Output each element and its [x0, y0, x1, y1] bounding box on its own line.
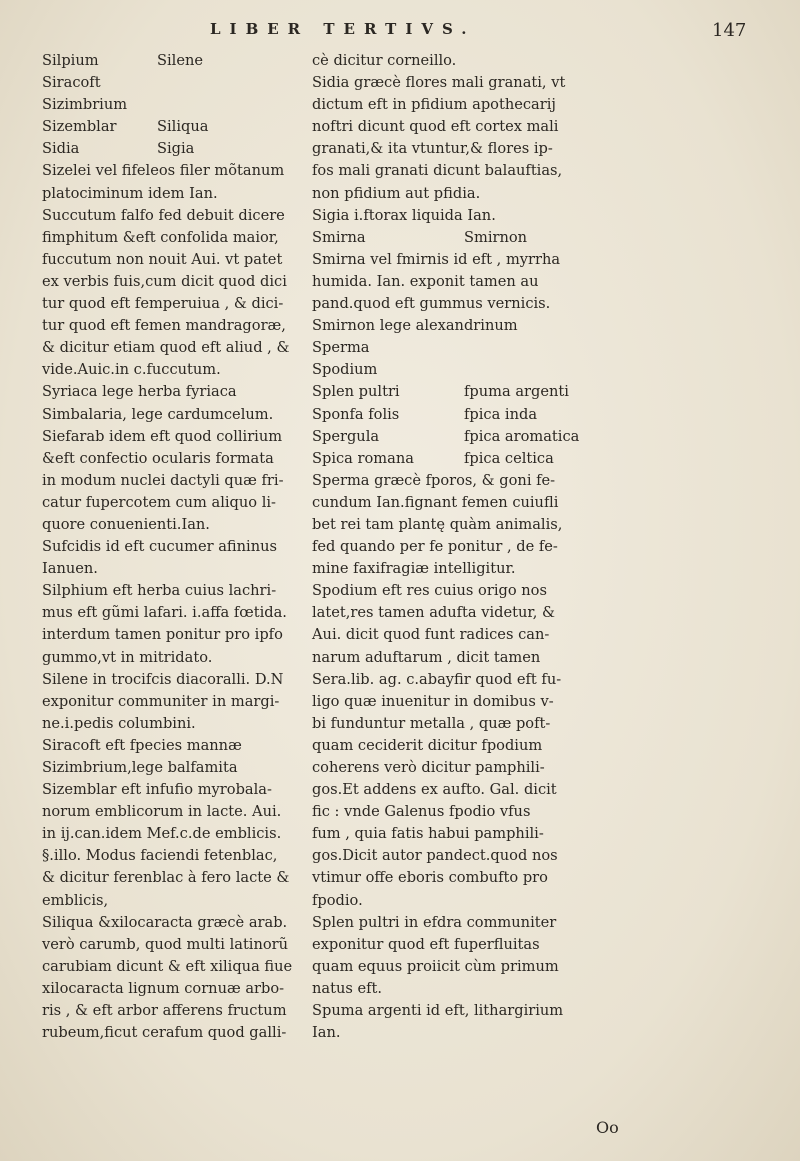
text-line: emblicis,: [42, 891, 109, 909]
text-line: fimphitum &eft confolida maior,: [42, 228, 279, 246]
term-pair-line: [312, 227, 628, 249]
term-left: Sizemblar: [42, 118, 117, 136]
text-line: natus eft.: [312, 979, 383, 997]
text-line: ex verbis fuis,cum dicit quod dici: [42, 272, 287, 290]
text-line: fum , quia fatis habui pamphili-: [312, 825, 544, 843]
text-line: noftri dicunt quod eft cortex mali: [312, 118, 559, 136]
text-line: Silphium eft herba cuius lachri-: [42, 582, 277, 600]
text-line: coherens verò dicitur pamphili-: [312, 759, 545, 776]
term-left: Spica romana: [312, 449, 414, 467]
text-line: gos.Dicit autor pandect.quod nos: [312, 847, 558, 865]
text-line: Siracoft: [42, 74, 101, 92]
term-left: Sponfa folis: [312, 405, 400, 423]
text-line: cundum Ian.fignant femen cuiufli: [312, 493, 559, 511]
text-line: Sperma: [312, 339, 370, 357]
text-line: fpodio.: [312, 891, 363, 909]
text-line: cè dicitur corneillo.: [312, 52, 457, 69]
text-line: Spuma argenti id eft, lithargirium: [312, 1002, 564, 1020]
text-line: non pfidium aut pfidia.: [312, 184, 481, 202]
term-right: fpica inda: [464, 405, 538, 423]
text-line: in ij.can.idem Mef.c.de emblicis.: [42, 825, 282, 843]
text-line: Sperma græcè fporos, & goni fe-: [312, 471, 556, 489]
text-line: Sizimbrium: [42, 96, 128, 114]
text-line: Simbalaria, lege cardumcelum.: [42, 405, 274, 423]
text-line: §.illo. Modus faciendi fetenblac,: [42, 847, 278, 865]
text-line: tur quod eft femen mandragoræ,: [42, 317, 286, 335]
text-line: interdum tamen ponitur pro ipfo: [42, 626, 283, 644]
term-right: fpica celtica: [464, 449, 554, 467]
text-line: gummo,vt in mitridato.: [42, 648, 213, 666]
text-line: mus eft gũmi lafari. i.affa fœtida.: [42, 604, 287, 622]
text-line: xilocaracta lignum cornuæ arbo-: [42, 979, 285, 997]
text-line: & dicitur etiam quod eft aliud , &: [42, 339, 290, 357]
term-right: fpuma argenti: [464, 383, 569, 401]
text-line: &eft confectio ocularis formata: [42, 449, 274, 467]
term-pair-line: [312, 448, 628, 470]
text-line: gos.Et addens ex aufto. Gal. dicit: [312, 781, 557, 799]
text-line: bet rei tam plantę quàm animalis,: [312, 515, 563, 533]
text-line: vide.Auic.in c.fuccutum.: [42, 361, 221, 379]
signature-mark: Oo: [596, 1118, 619, 1137]
text-line: rubeum,ficut cerafum quod galli-: [42, 1024, 287, 1042]
text-line: Siefarab idem eft quod collirium: [42, 427, 283, 445]
text-line: Siracoft eft fpecies mannæ: [42, 736, 242, 754]
text-line: mine faxifragiæ intelligitur.: [312, 560, 516, 578]
text-line: verò carumb, quod multi latinorũ: [42, 935, 289, 953]
text-line: fed quando per fe ponitur , de fe-: [312, 538, 558, 556]
text-line: carubiam dicunt & eft xiliqua fiue: [42, 957, 293, 975]
text-line: Sizelei vel fifeleos filer mõtanum: [42, 162, 285, 180]
text-line: Sera.lib. ag. c.abayfir quod eft fu-: [312, 670, 562, 688]
term-pair-line: [42, 116, 322, 138]
text-line: quam equus proiicit cùm primum: [312, 957, 559, 975]
text-line: Succutum falfo fed debuit dicere: [42, 206, 285, 224]
term-pair-line: [42, 50, 322, 72]
text-line: Spodium eft res cuius origo nos: [312, 582, 547, 600]
text-line: norum emblicorum in lacte. Aui.: [42, 803, 282, 821]
text-line: Aui. dicit quod funt radices can-: [312, 626, 550, 644]
text-line: exponitur quod eft fuperfluitas: [312, 935, 540, 953]
term-pair-line: [312, 404, 628, 426]
text-line: & dicitur ferenblac à fero lacte &: [42, 869, 290, 887]
text-line: Ian.: [312, 1024, 341, 1042]
text-line: ris , & eft arbor afferens fructum: [42, 1002, 287, 1020]
text-line: Sufcidis id eft cucumer afininus: [42, 538, 277, 556]
text-line: Smirnon lege alexandrinum: [312, 317, 518, 335]
right-text-column: [312, 50, 628, 1044]
text-line: tur quod eft femperuiua , & dici-: [42, 295, 284, 313]
text-line: fuccutum non nouit Aui. vt patet: [42, 250, 283, 268]
running-title: LIBER TERTIVS.: [210, 20, 476, 38]
text-line: catur fupercotem cum aliquo li-: [42, 493, 276, 511]
text-line: Sizimbrium,lege balfamita: [42, 759, 238, 776]
left-text-column: [42, 50, 322, 1044]
text-line: narum aduftarum , dicit tamen: [312, 648, 541, 666]
text-line: fic : vnde Galenus fpodio vfus: [312, 803, 531, 821]
text-line: ne.i.pedis columbini.: [42, 714, 196, 732]
text-line: latet,res tamen adufta videtur, &: [312, 604, 556, 622]
term-left: Spergula: [312, 427, 380, 445]
text-line: in modum nuclei dactyli quæ fri-: [42, 471, 284, 489]
text-line: quore conuenienti.Ian.: [42, 515, 210, 533]
text-line: Syriaca lege herba fyriaca: [42, 383, 237, 401]
text-line: Sigia i.ftorax liquida Ian.: [312, 206, 496, 224]
text-line: pand.quod eft gummus vernicis.: [312, 295, 551, 313]
term-left: Splen pultri: [312, 383, 400, 401]
text-line: fos mali granati dicunt balauftias,: [312, 162, 563, 180]
term-right: Sigia: [157, 140, 195, 158]
term-right: fpica aromatica: [464, 427, 580, 445]
page-header: [0, 18, 800, 48]
text-line: vtimur offe eboris combufto pro: [312, 869, 548, 887]
text-line: Sidia græcè flores mali granati, vt: [312, 74, 566, 92]
term-right: Smirnon: [464, 228, 528, 246]
text-line: Sizemblar eft infufio myrobala-: [42, 781, 272, 799]
term-left: Smirna: [312, 228, 366, 246]
term-pair-line: [312, 426, 628, 448]
text-line: quam ceciderit dicitur fpodium: [312, 736, 543, 754]
page-number: 147: [712, 20, 747, 41]
text-line: Siliqua &xilocaracta græcè arab.: [42, 913, 288, 931]
text-line: Ianuen.: [42, 560, 98, 578]
term-pair-line: [42, 138, 322, 160]
term-right: Siliqua: [157, 118, 209, 136]
text-line: Splen pultri in efdra communiter: [312, 913, 557, 931]
text-line: Spodium: [312, 361, 378, 379]
text-line: Smirna vel fmirnis id eft , myrrha: [312, 250, 561, 268]
text-line: ligo quæ inuenitur in domibus v-: [312, 692, 554, 710]
term-pair-line: [312, 381, 628, 403]
text-line: dictum eft in pfidium apothecarij: [312, 96, 556, 114]
text-line: humida. Ian. exponit tamen au: [312, 272, 539, 290]
text-line: Silene in trocifcis diacoralli. D.N: [42, 670, 284, 688]
text-line: granati,& ita vtuntur,& flores ip-: [312, 140, 553, 158]
term-left: Sidia: [42, 140, 80, 158]
text-line: platociminum idem Ian.: [42, 184, 218, 202]
term-right: Silene: [157, 52, 204, 69]
text-line: bi funduntur metalla , quæ poft-: [312, 714, 551, 732]
term-left: Silpium: [42, 52, 99, 69]
text-line: exponitur communiter in margi-: [42, 692, 280, 710]
